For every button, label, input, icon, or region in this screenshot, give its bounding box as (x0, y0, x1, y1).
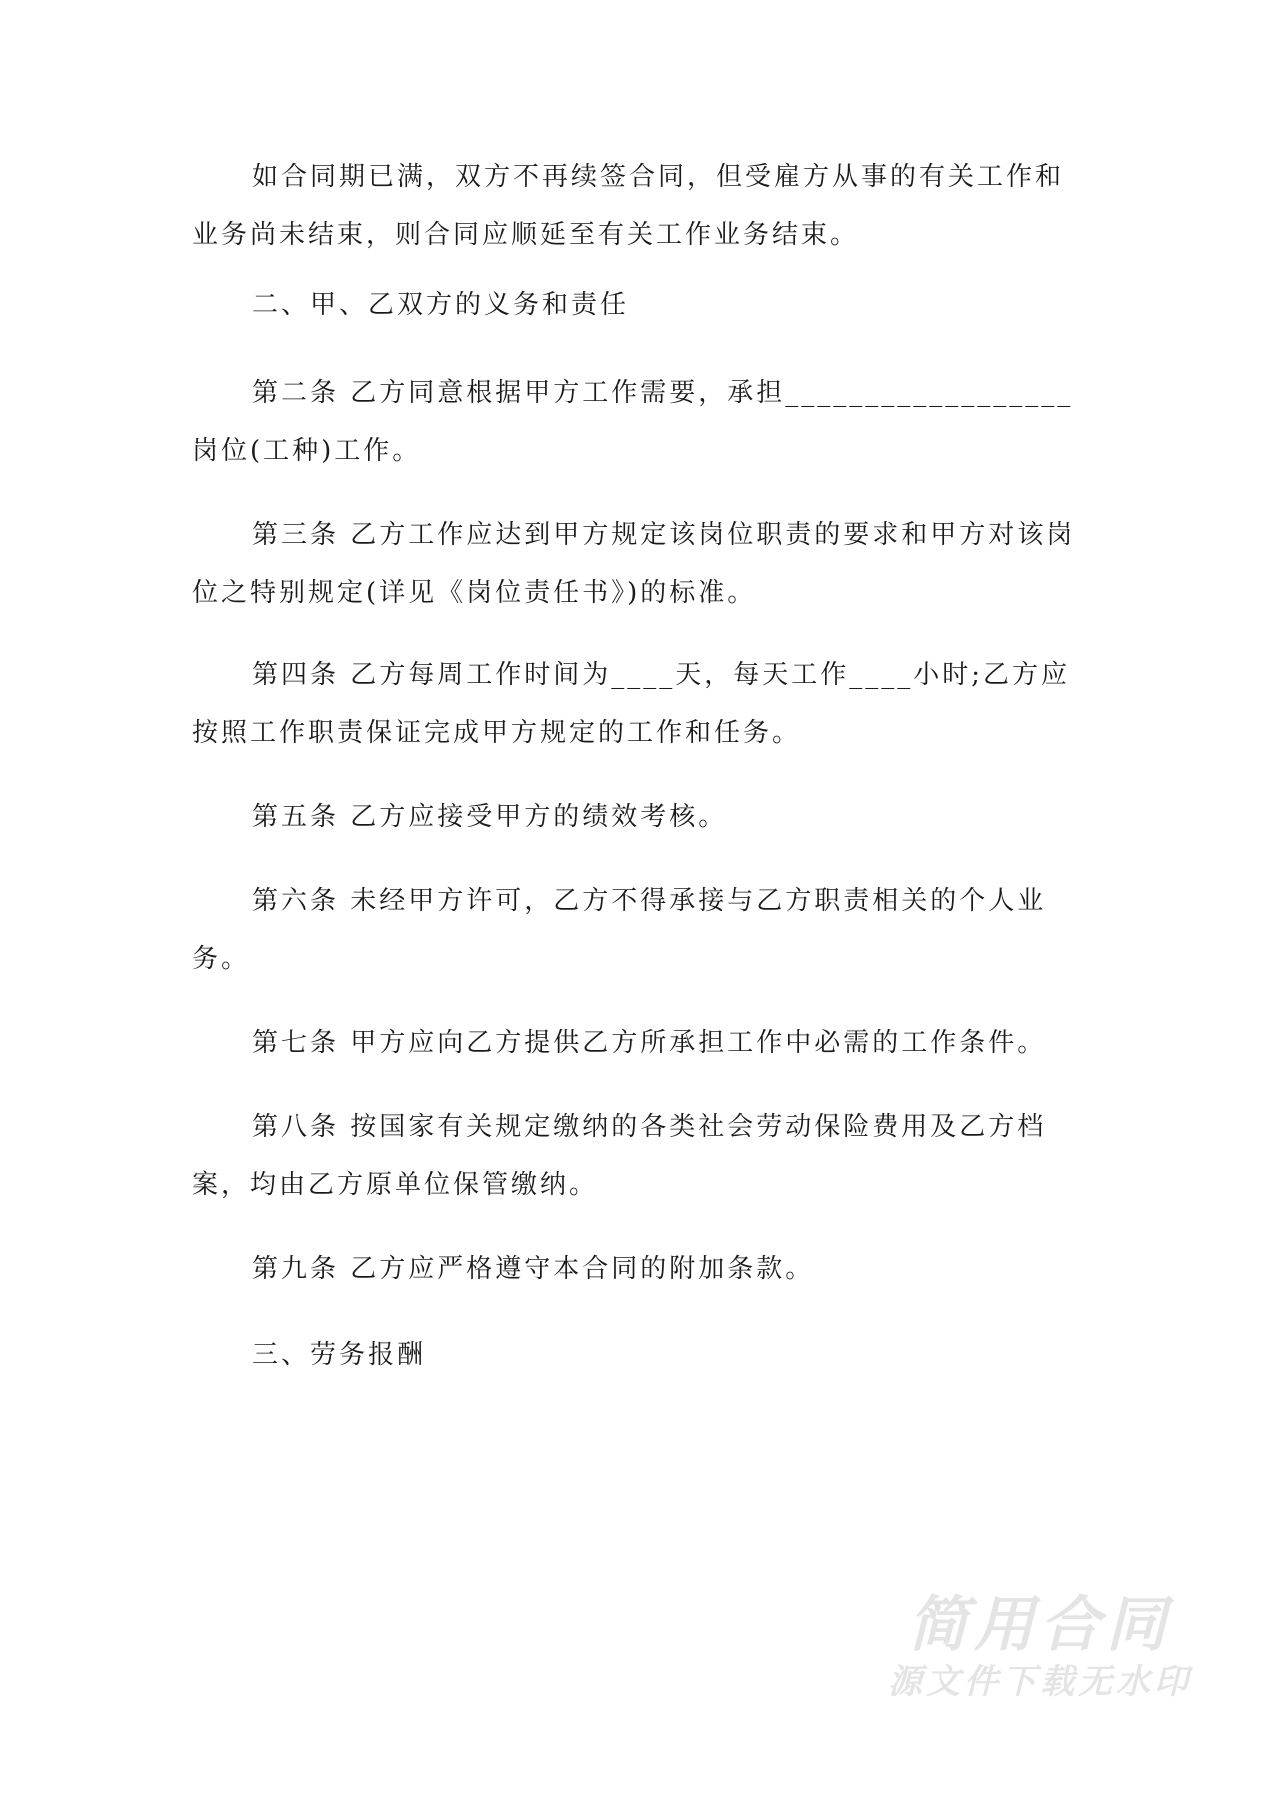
article-8-insurance: 第八条 按国家有关规定缴纳的各类社会劳动保险费用及乙方档案，均由乙方原单位保管缴纳。 (192, 1112, 1047, 1200)
article-7-conditions: 第七条 甲方应向乙方提供乙方所承担工作中必需的工作条件。 (252, 1028, 1047, 1058)
watermark (880, 1590, 1200, 1704)
section-heading-remuneration: 三、劳务报酬 (252, 1340, 427, 1370)
article-6-outside-work: 第六条 未经甲方许可，乙方不得承接与乙方职责相关的个人业务。 (192, 886, 1047, 974)
article-2-position: 第二条 乙方同意根据甲方工作需要，承担__________________岗位(工种)工作。 (192, 378, 1074, 466)
watermark-tagline: 源文件下载无水印 (888, 1662, 1192, 1702)
article-9-supplementary: 第九条 乙方应严格遵守本合同的附加条款。 (252, 1254, 815, 1284)
section-heading-obligations: 二、甲、乙双方的义务和责任 (252, 290, 630, 320)
article-5-performance: 第五条 乙方应接受甲方的绩效考核。 (252, 802, 728, 832)
article-4-working-hours: 第四条 乙方每周工作时间为____天，每天工作____小时;乙方应按照工作职责保证完成甲方规定的工作和任务。 (192, 660, 1071, 748)
watermark-brand: 简用合同 (908, 1590, 1172, 1660)
article-3-standards: 第三条 乙方工作应达到甲方规定该岗位职责的要求和甲方对该岗位之特别规定(详见《岗位责任书》)的标准。 (192, 520, 1076, 608)
paragraph-contract-extension: 如合同期已满，双方不再续签合同，但受雇方从事的有关工作和业务尚未结束，则合同应顺延至有关工作业务结束。 (192, 162, 1065, 250)
